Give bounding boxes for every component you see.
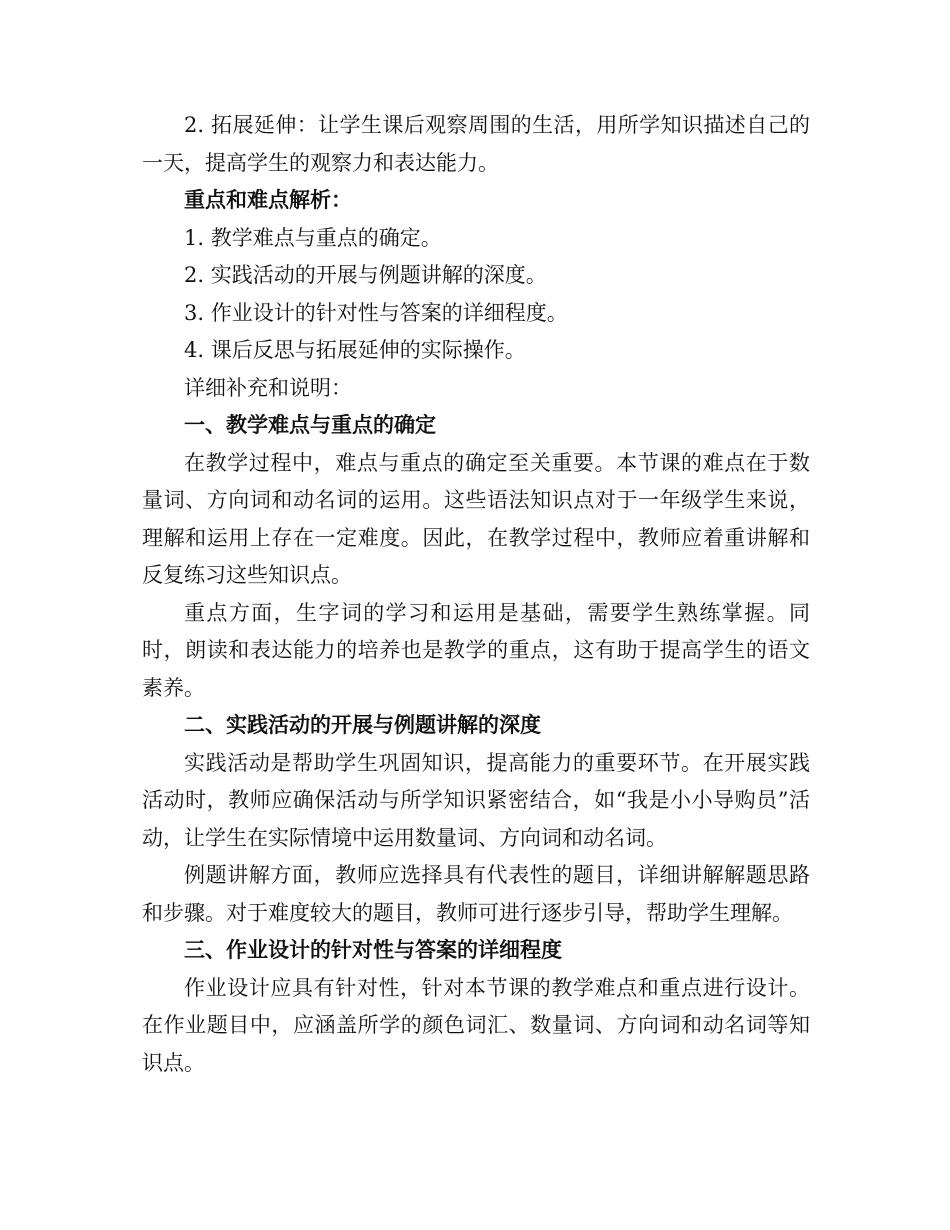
paragraph: 重点方面，生字词的学习和运用是基础，需要学生熟练掌握。同时，朗读和表达能力的培养也是教学的重点，这有助于提高学生的语文素养。 xyxy=(142,600,810,700)
section-heading-3: 三、作业设计的针对性与答案的详细程度 xyxy=(184,938,562,962)
paragraph: 例题讲解方面，教师应选择具有代表性的题目，详细讲解解题思路和步骤。对于难度较大的题目，教师可进行逐步引导，帮助学生理解。 xyxy=(142,863,810,925)
heading-key-points: 重点和难点解析： xyxy=(184,188,352,212)
document-body xyxy=(142,107,810,1082)
paragraph: 实践活动是帮助学生巩固知识，提高能力的重要环节。在开展实践活动时，教师应确保活动与所学知识紧密结合，如“我是小小导购员”活动，让学生在实际情境中运用数量词、方向词和动名词。 xyxy=(142,750,810,850)
list-item: 4. 课后反思与拓展延伸的实际操作。 xyxy=(184,338,526,362)
section-heading-1: 一、教学难点与重点的确定 xyxy=(184,413,436,437)
heading-supplement: 详细补充和说明： xyxy=(184,375,352,400)
paragraph: 作业设计应具有针对性，针对本节课的教学难点和重点进行设计。在作业题目中，应涵盖所学的颜色词汇、数量词、方向词和动名词等知识点。 xyxy=(142,975,810,1075)
paragraph: 在教学过程中，难点与重点的确定至关重要。本节课的难点在于数量词、方向词和动名词的运用。这些语法知识点对于一年级学生来说，理解和运用上存在一定难度。因此，在教学过程中，教师应着重讲解和反复练习这些知识点。 xyxy=(142,450,810,587)
list-item: 3. 作业设计的针对性与答案的详细程度。 xyxy=(184,300,568,325)
list-item: 1. 教学难点与重点的确定。 xyxy=(184,225,442,250)
list-item: 2. 实践活动的开展与例题讲解的深度。 xyxy=(184,263,547,287)
paragraph-extension: 2. 拓展延伸：让学生课后观察周围的生活，用所学知识描述自己的一天，提高学生的观察力和表达能力。 xyxy=(142,113,810,175)
section-heading-2: 二、实践活动的开展与例题讲解的深度 xyxy=(184,713,541,737)
